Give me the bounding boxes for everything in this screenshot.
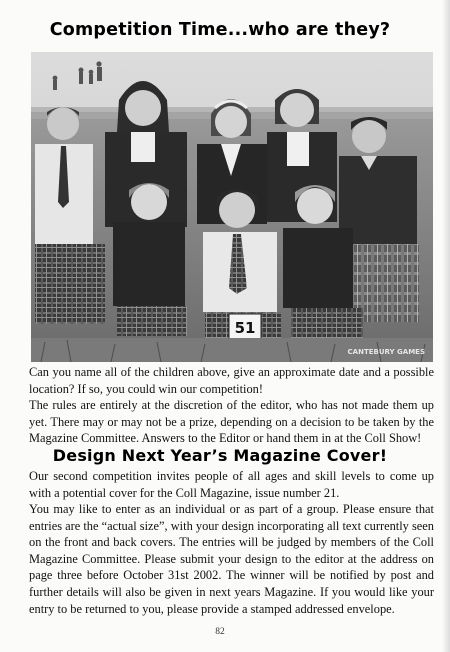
race-number-card: 51	[234, 319, 256, 337]
page-edge-shadow	[442, 0, 450, 652]
photo-caption: CANTEBURY GAMES	[347, 348, 425, 356]
children-photo	[31, 52, 433, 362]
competition-intro-text: Can you name all of the children above, give an approximate date and a possible location? If so, you could win our competition!	[29, 365, 434, 396]
cover-competition-details-text: You may like to enter as an individual or as part of a group. Please ensure that entries are the “actual size”, with your design incorporating all text currently seen on the front and back covers. The entries will be judged by members of the Coll Magazine Committee. Please submit your design to the editor at the address on page three before October 31st 2002. The winner will be notified by post and further details will also be given in next years Magazine. If you would like your entry to be returned to you, please provide a stamped addressed envelope.	[29, 502, 434, 616]
cover-competition-intro-text: Our second competition invites people of all ages and skill levels to come up with a potential cover for the Coll Magazine, issue number 21.	[29, 469, 434, 500]
competition-rules-text: The rules are entirely at the discretion of the editor, who has not made them up yet. There may or may not be a prize, depending on a decision to be taken by the Magazine Committee. Answers to the Editor or hand them in at the Coll Show!	[29, 398, 434, 446]
cover-competition-heading: Design Next Year’s Magazine Cover!	[52, 446, 388, 465]
competition-heading: Competition Time...who are they?	[49, 20, 391, 40]
page-number: 82	[215, 627, 225, 637]
